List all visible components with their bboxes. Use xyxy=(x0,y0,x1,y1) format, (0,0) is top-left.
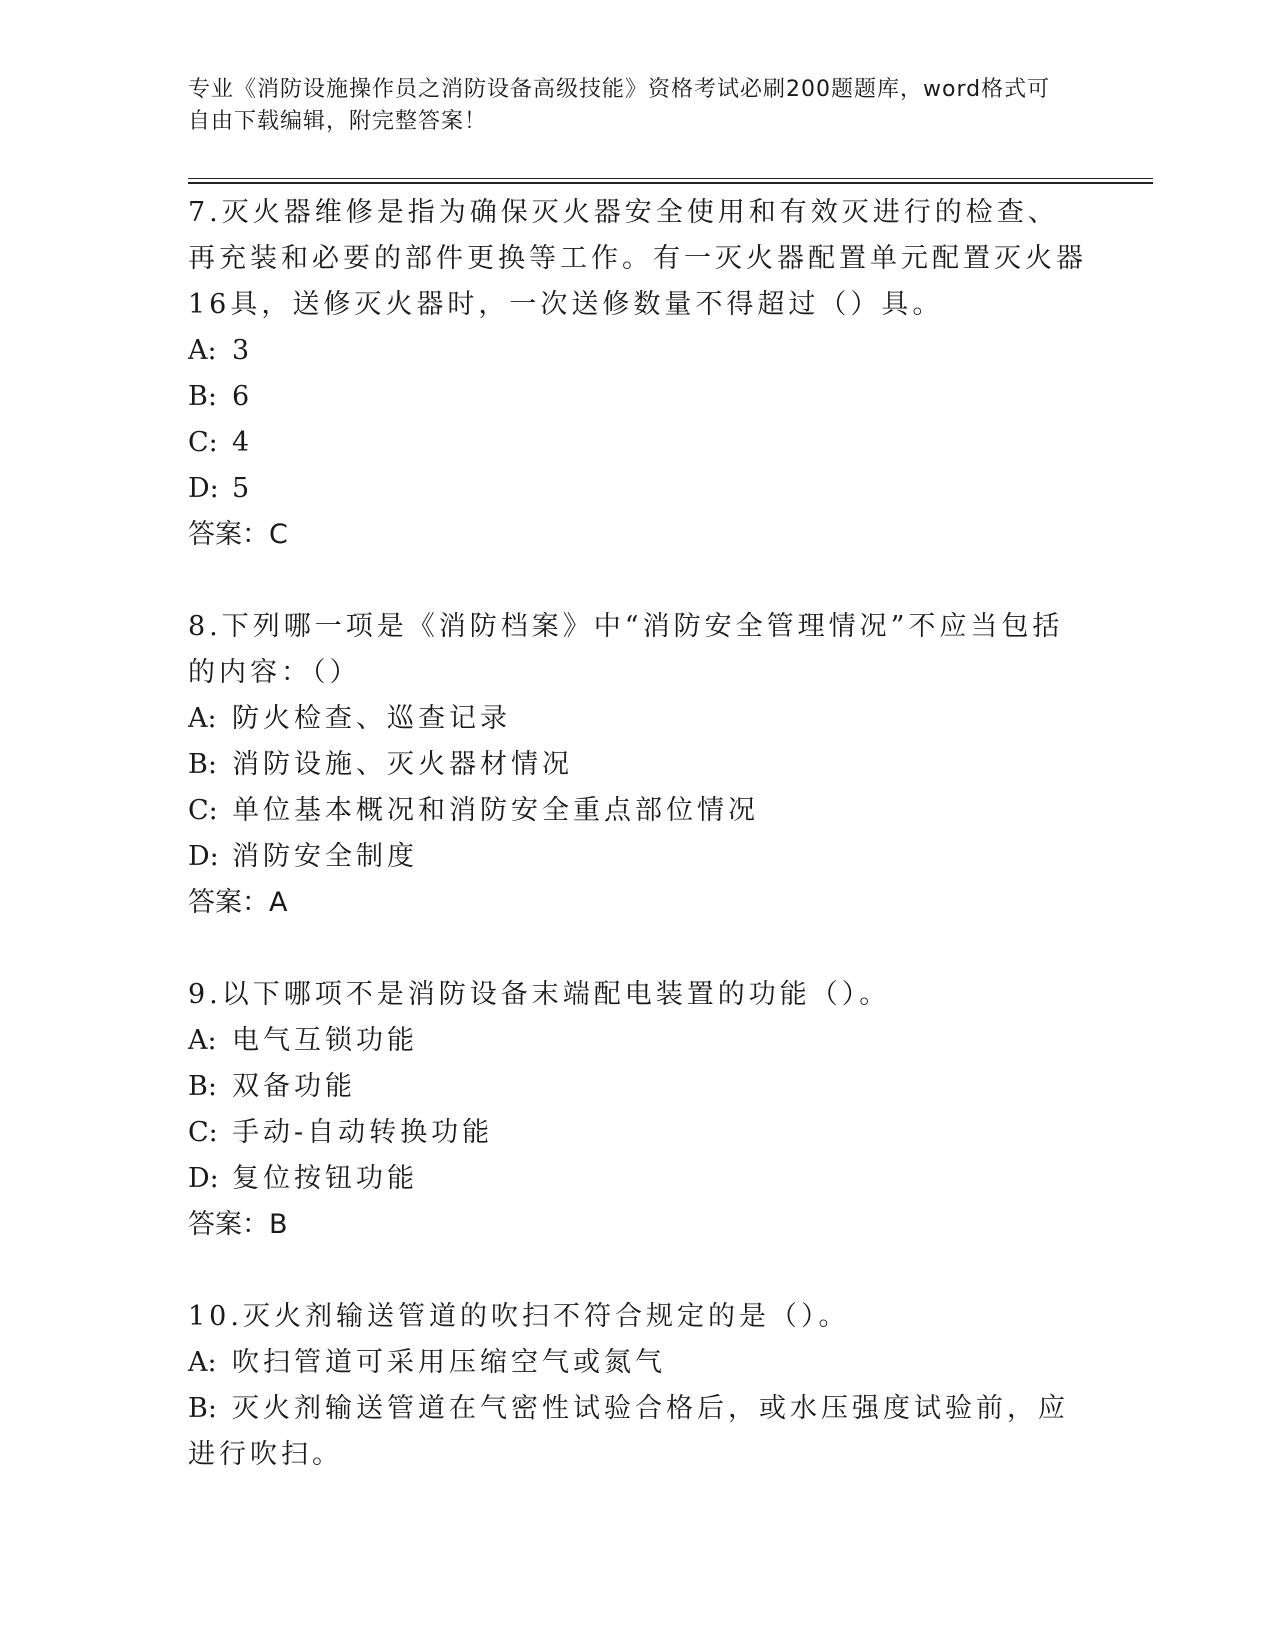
option-label: B: xyxy=(188,381,217,412)
option-text: 双备功能 xyxy=(232,1071,356,1102)
header-divider-thick xyxy=(188,182,1153,184)
option-label: A: xyxy=(188,335,217,366)
option-a xyxy=(188,1018,1088,1064)
document-intro: 专业《消防设施操作员之消防设备高级技能》资格考试必刷200题题库，word格式可自由下载编辑，附完整答案！ xyxy=(188,77,1051,134)
option-label: D: xyxy=(188,473,219,504)
option-d xyxy=(188,466,1088,512)
question-9 xyxy=(188,972,1088,1248)
option-d xyxy=(188,1156,1088,1202)
option-text: 手动-自动转换功能 xyxy=(232,1117,494,1148)
option-text: 复位按钮功能 xyxy=(232,1163,418,1194)
option-text: 3 xyxy=(232,335,254,366)
option-c xyxy=(188,1110,1088,1156)
option-text: 灭火剂输送管道在气密性试验合格后，或水压强度试验前，应进行吹扫。 xyxy=(188,1393,1069,1470)
option-label: B: xyxy=(188,1071,217,1102)
question-list xyxy=(188,190,1088,1524)
question-10 xyxy=(188,1294,1088,1478)
option-text: 吹扫管道可采用压缩空气或氮气 xyxy=(232,1347,666,1378)
option-label: B: xyxy=(188,1393,217,1424)
option-label: A: xyxy=(188,1347,217,1378)
option-a xyxy=(188,696,1088,742)
question-8 xyxy=(188,604,1088,926)
option-label: A: xyxy=(188,703,217,734)
option-label: A: xyxy=(188,1025,217,1056)
option-label: C: xyxy=(188,795,218,826)
answer-line: 答案：C xyxy=(188,519,288,550)
option-text: 单位基本概况和消防安全重点部位情况 xyxy=(232,795,759,826)
option-c xyxy=(188,420,1088,466)
question-stem: 7.灭火器维修是指为确保灭火器安全使用和有效灭进行的检查、再充装和必要的部件更换等工作。有一灭火器配置单元配置灭火器16具，送修灭火器时，一次送修数量不得超过（）具。 xyxy=(188,197,1087,320)
answer-line: 答案：A xyxy=(188,887,288,918)
question-stem: 8.下列哪一项是《消防档案》中“消防安全管理情况”不应当包括的内容：（） xyxy=(188,611,1064,688)
option-d xyxy=(188,834,1088,880)
option-a xyxy=(188,328,1088,374)
option-label: D: xyxy=(188,841,219,872)
option-text: 防火检查、巡查记录 xyxy=(232,703,511,734)
option-text: 消防安全制度 xyxy=(232,841,418,872)
option-label: B: xyxy=(188,749,217,780)
option-b xyxy=(188,1064,1088,1110)
option-text: 消防设施、灭火器材情况 xyxy=(232,749,573,780)
option-text: 6 xyxy=(232,381,254,412)
option-text: 电气互锁功能 xyxy=(232,1025,418,1056)
question-stem: 10.灭火剂输送管道的吹扫不符合规定的是（）。 xyxy=(188,1301,850,1332)
answer-line: 答案：B xyxy=(188,1209,288,1240)
option-a xyxy=(188,1340,1088,1386)
question-7 xyxy=(188,190,1088,558)
option-b xyxy=(188,374,1088,420)
option-text: 4 xyxy=(232,427,254,458)
option-c xyxy=(188,788,1088,834)
option-label: C: xyxy=(188,1117,218,1148)
question-stem: 9.以下哪项不是消防设备末端配电装置的功能（）。 xyxy=(188,979,891,1010)
option-label: D: xyxy=(188,1163,219,1194)
option-label: C: xyxy=(188,427,218,458)
option-text: 5 xyxy=(232,473,254,504)
option-b xyxy=(188,1386,1088,1478)
option-b xyxy=(188,742,1088,788)
header-divider-thin xyxy=(188,178,1153,179)
